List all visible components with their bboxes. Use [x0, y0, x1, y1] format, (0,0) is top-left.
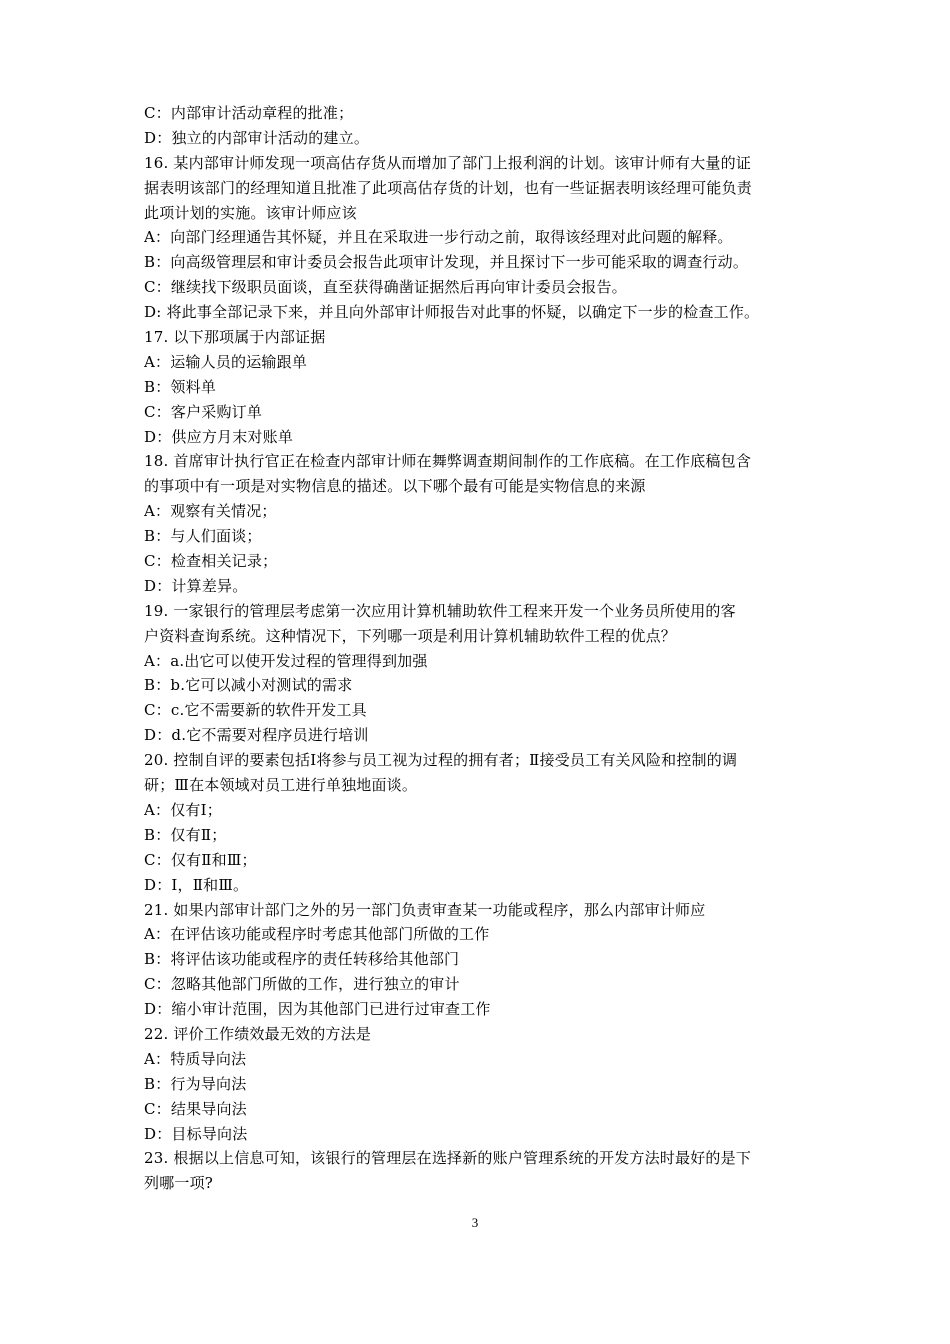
question-text: 16. 某内部审计师发现一项高估存货从而增加了部门上报利润的计划。该审计师有大量的证: [144, 153, 752, 172]
question-text: 研；Ⅲ在本领域对员工进行单独地面谈。: [144, 776, 418, 795]
question-text: 的事项中有一项是对实物信息的描述。以下哪个最有可能是实物信息的来源: [144, 477, 646, 496]
option-text: B：与人们面谈；: [144, 527, 262, 546]
option-text: D：缩小审计范围，因为其他部门已进行过审查工作: [144, 1000, 491, 1019]
text-line: C：内部审计活动章程的批准；: [144, 104, 354, 122]
option-text: D：目标导向法: [144, 1124, 248, 1143]
option-text: B：向高级管理层和审计委员会报告此项审计发现，并且探讨下一步可能采取的调查行动。: [144, 253, 749, 272]
option-text: D：供应方月末对账单: [144, 427, 294, 446]
question-text: 列哪一项?: [144, 1174, 214, 1193]
option-text: C：忽略其他部门所做的工作，进行独立的审计: [144, 975, 460, 994]
option-text: C：c.它不需要新的软件开发工具: [144, 701, 367, 720]
option-text: B：b.它可以减小对测试的需求: [144, 676, 353, 695]
option-text: C：检查相关记录；: [144, 552, 278, 571]
option-text: B：将评估该功能或程序的责任转移给其他部门: [144, 950, 460, 969]
document-body: [144, 101, 816, 1196]
question-text: 22. 评价工作绩效最无效的方法是: [144, 1024, 372, 1043]
text-line: D：独立的内部审计活动的建立。: [144, 128, 370, 147]
option-text: A：向部门经理通告其怀疑，并且在采取进一步行动之前，取得该经理对此问题的解释。: [144, 228, 733, 247]
option-text: C：继续找下级职员面谈，直至获得确凿证据然后再向审计委员会报告。: [144, 278, 627, 297]
question-text: 户资料查询系统。这种情况下，下列哪一项是利用计算机辅助软件工程的优点？: [144, 626, 677, 645]
option-text: A：观察有关情况；: [144, 502, 277, 521]
option-text: A：a.出它可以使开发过程的管理得到加强: [144, 651, 428, 670]
option-text: A：特质导向法: [144, 1049, 247, 1068]
option-text: B：行为导向法: [144, 1074, 247, 1093]
option-text: B：仅有Ⅱ；: [144, 825, 227, 844]
option-text: A：仅有Ⅰ；: [144, 800, 222, 819]
question-text: 此项计划的实施。该审计师应该: [144, 203, 357, 222]
option-text: D：d.它不需要对程序员进行培训: [144, 726, 369, 745]
option-text: A：运输人员的运输跟单: [144, 352, 308, 371]
page-number: 3: [471, 1215, 479, 1230]
option-text: D：Ⅰ，Ⅱ和Ⅲ。: [144, 875, 249, 894]
question-text: 据表明该部门的经理知道且批准了此项高估存货的计划，也有一些证据表明该经理可能负责: [144, 178, 753, 197]
option-text: C：客户采购订单: [144, 402, 263, 421]
option-text: C：仅有Ⅱ和Ⅲ；: [144, 850, 257, 869]
option-text: D：计算差异。: [144, 576, 248, 595]
option-text: C：结果导向法: [144, 1099, 247, 1118]
question-text: 23. 根据以上信息可知，该银行的管理层在选择新的账户管理系统的开发方法时最好的是下: [144, 1149, 752, 1168]
option-text: A：在评估该功能或程序时考虑其他部门所做的工作: [144, 925, 490, 944]
question-text: 18. 首席审计执行官正在检查内部审计师在舞弊调查期间制作的工作底稿。在工作底稿包含: [144, 452, 752, 471]
question-text: 20. 控制自评的要素包括Ⅰ将参与员工视为过程的拥有者；Ⅱ接受员工有关风险和控制的调: [144, 751, 738, 770]
question-text: 17. 以下那项属于内部证据: [144, 328, 326, 347]
question-text: 19. 一家银行的管理层考虑第一次应用计算机辅助软件工程来开发一个业务员所使用的客: [144, 601, 736, 620]
question-text: 21. 如果内部审计部门之外的另一部门负责审查某一功能或程序，那么内部审计师应: [144, 900, 706, 919]
option-text: B：领料单: [144, 377, 217, 396]
option-text: D: 将此事全部记录下来，并且向外部审计师报告对此事的怀疑，以确定下一步的检查工作。: [144, 303, 760, 322]
